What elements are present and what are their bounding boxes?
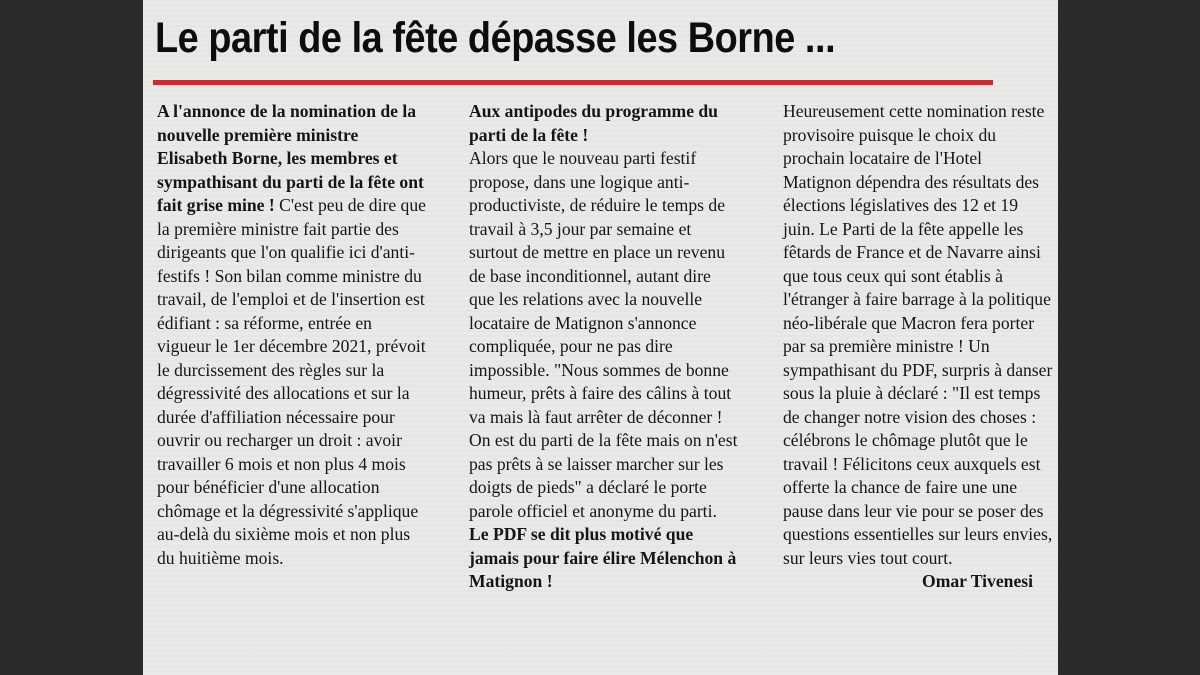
newspaper-clipping xyxy=(143,0,1058,675)
column-1-paragraph xyxy=(157,100,427,570)
headline: Le parti de la fête dépasse les Borne ... xyxy=(155,14,836,62)
column-1-body: C'est peu de dire que la première ministre fait partie des dirigeants que l'on qualifie ici d'anti-festifs ! Son bilan comme ministre du travail, de l'emploi et de l'insertion est édifiant : sa réforme, entrée en vigueur le 1er décembre 2021, prévoit le durcissement des règles sur la dégressivité des allocations et sur la durée d'affiliation nécessaire pour ouvrir ou recharger un droit : avoir travailler 6 mois et non plus 4 mois pour bénéficier d'une allocation chômage et la dégressivité s'applique au-delà du sixième mois et non plus du huitième mois. xyxy=(157,195,426,568)
lead-text: A l'annonce de la nomination de la nouvelle première ministre Elisabeth Borne, les membres et sympathisant du parti de la fête ont fait grise mine ! xyxy=(157,101,424,215)
column-2-subhead: Aux antipodes du programme du parti de la fête ! xyxy=(469,101,718,145)
column-2 xyxy=(469,100,739,594)
column-1 xyxy=(157,100,427,570)
author-signature: Omar Tivenesi xyxy=(922,571,1033,591)
column-3 xyxy=(783,100,1053,594)
column-2-body: Alors que le nouveau parti festif propose, dans une logique anti-productiviste, de réduire le temps de travail à 3,5 jour par semaine et surtout de mettre en place un revenu de base inconditionnel, autant dire que les relations avec la nouvelle locataire de Matignon s'annonce compliquée, pour ne pas dire impossible. "Nous sommes de bonne humeur, prêts à faire des câlins à tout va mais là faut arrêter de déconner ! On est du parti de la fête mais on n'est pas prêts à se laisser marcher sur les doigts de pieds" a déclaré le porte parole officiel et anonyme du parti. xyxy=(469,148,738,521)
column-2-closing: Le PDF se dit plus motivé que jamais pour faire élire Mélenchon à Matignon ! xyxy=(469,524,737,591)
column-3-body: Heureusement cette nomination reste provisoire puisque le choix du prochain locataire de l'Hotel Matignon dépendra des résultats des élections législatives des 12 et 19 juin. Le Parti de la fête appelle les fêtards de France et de Navarre ainsi que tous ceux qui sont établis à l'étranger à faire barrage à la politique néo-libérale que Macron fera porter par sa première ministre ! Un sympathisant du PDF, surpris à danser sous la pluie à déclaré : "Il est temps de changer notre vision des choses : célébrons le chômage plutôt que le travail ! Félicitons ceux auxquels est offerte la chance de faire une une pause dans leur vie pour se poser des questions essentielles sur leurs envies, sur leurs vies tout court. xyxy=(783,101,1053,568)
headline-underline xyxy=(153,80,993,85)
